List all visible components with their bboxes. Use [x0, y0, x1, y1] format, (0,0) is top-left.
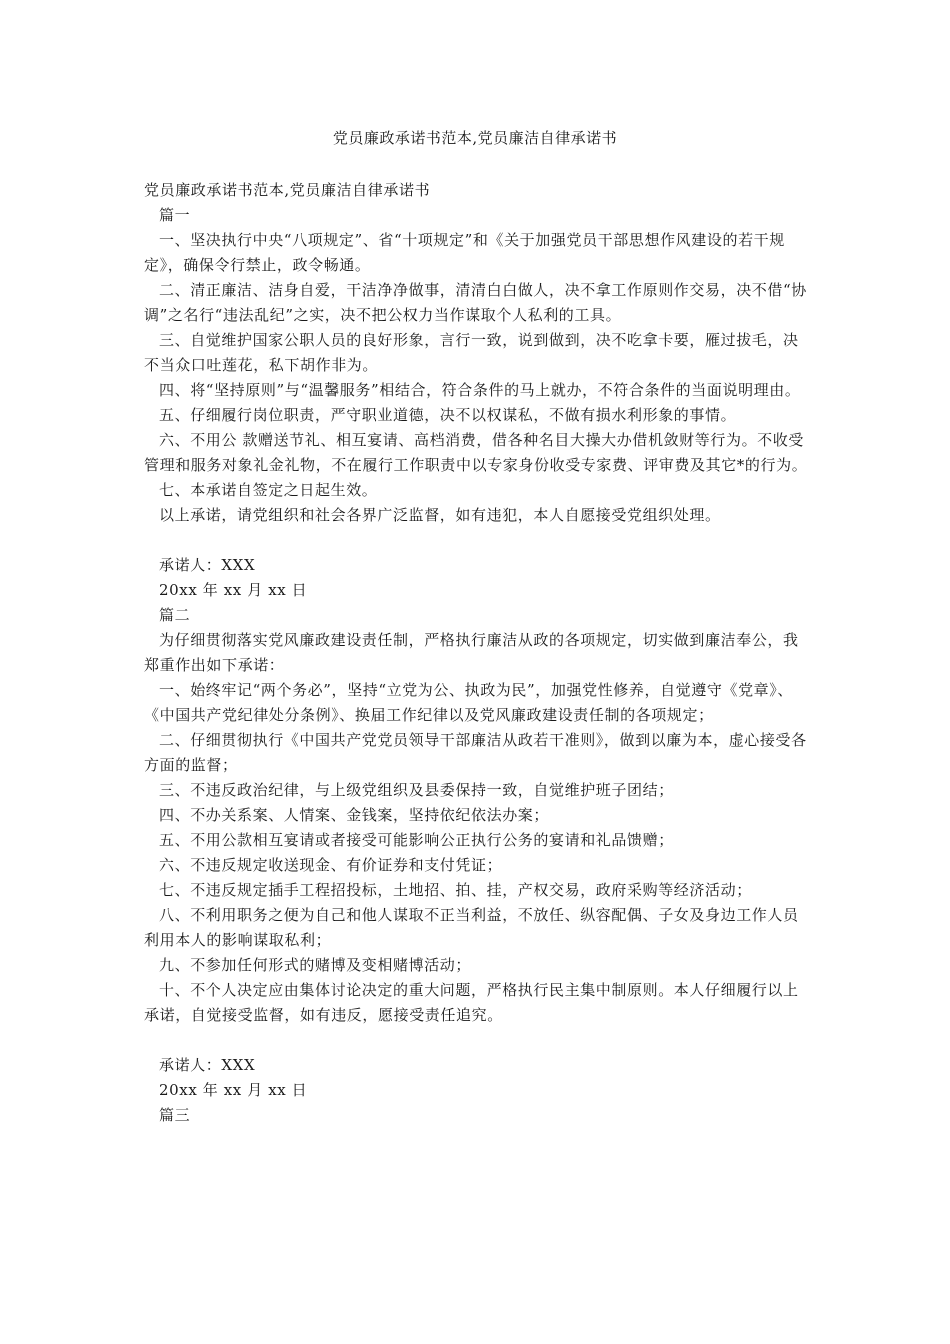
- paragraph: 十、不个人决定应由集体讨论决定的重大问题，严格执行民主集中制原则。本人仔细履行以上承诺，自觉接受监督，如有违反，愿接受责任追究。: [144, 981, 799, 1024]
- paragraph: 七、本承诺自签定之日起生效。: [159, 481, 378, 499]
- paragraph: 以上承诺，请党组织和社会各界广泛监督，如有违犯，本人自愿接受党组织处理。: [159, 506, 721, 524]
- document-heading: 党员廉政承诺书范本,党员廉洁自律承诺书: [144, 181, 431, 199]
- paragraph: 三、不违反政治纪律，与上级党组织及县委保持一致，自觉维护班子团结；: [159, 781, 674, 799]
- paragraph: 八、不利用职务之便为自己和他人谋取不正当利益，不放任、纵容配偶、子女及身边工作人员利用本人的影响谋取私利；: [144, 906, 799, 949]
- paragraph: 九、不参加任何形式的赌博及变相赌博活动；: [159, 956, 472, 974]
- paragraph: 五、仔细履行岗位职责，严守职业道德，决不以权谋私，不做有损水利形象的事情。: [159, 406, 737, 424]
- paragraph: 三、自觉维护国家公职人员的良好形象，言行一致，说到做到，决不吃拿卡要，雁过拔毛，决不当众口吐莲花，私下胡作非为。: [144, 331, 799, 374]
- document-title: 党员廉政承诺书范本,党员廉洁自律承诺书: [332, 129, 618, 147]
- date-line: 20xx 年 xx 月 xx 日: [159, 581, 308, 599]
- paragraph: 四、将“坚持原则”与“温馨服务”相结合，符合条件的马上就办，不符合条件的当面说明理由。: [159, 381, 801, 399]
- paragraph: 五、不用公款相互宴请或者接受可能影响公正执行公务的宴请和礼品馈赠；: [159, 831, 674, 849]
- paragraph: 一、始终牢记“两个务必”，坚持“立党为公、执政为民”，加强党性修养，自觉遵守《党章》、《中国共产党纪律处分条例》、换届工作纪律以及党风廉政建设责任制的各项规定；: [144, 681, 793, 724]
- paragraph: 六、不用公 款赠送节礼、相互宴请、高档消费，借各种名目大操大办借机敛财等行为。不收受管理和服务对象礼金礼物，不在履行工作职责中以专家身份收受专家费、评审费及其它*的行为。: [144, 431, 808, 474]
- paragraph: 六、不违反规定收送现金、有价证券和支付凭证；: [159, 856, 503, 874]
- paragraph: 二、清正廉洁、洁身自爱，干洁净净做事，清清白白做人，决不拿工作原则作交易，决不借“协调”之名行“违法乱纪”之实，决不把公权力当作谋取个人私利的工具。: [144, 281, 807, 324]
- paragraph: 一、坚决执行中央“八项规定”、省“十项规定”和《关于加强党员干部思想作风建设的若干规定》，确保令行禁止，政令畅通。: [144, 231, 785, 274]
- date-line: 20xx 年 xx 月 xx 日: [159, 1081, 308, 1099]
- paragraph: 四、不办关系案、人情案、金钱案，坚持依纪依法办案；: [159, 806, 550, 824]
- spacer: [144, 528, 808, 553]
- section-label: 篇二: [159, 606, 191, 624]
- spacer: [144, 1028, 808, 1053]
- section-label: 篇三: [159, 1106, 191, 1124]
- document-body: [144, 178, 808, 1128]
- paragraph: 为仔细贯彻落实党风廉政建设责任制，严格执行廉洁从政的各项规定，切实做到廉洁奉公，我郑重作出如下承诺：: [144, 631, 799, 674]
- signer-line: 承诺人：XXX: [159, 556, 256, 574]
- paragraph: 二、仔细贯彻执行《中国共产党党员领导干部廉洁从政若干准则》，做到以廉为本，虚心接受各方面的监督；: [144, 731, 807, 774]
- paragraph: 七、不违反规定插手工程招投标，土地招、拍、挂，产权交易，政府采购等经济活动；: [159, 881, 752, 899]
- signer-line: 承诺人：XXX: [159, 1056, 256, 1074]
- section-label: 篇一: [159, 206, 191, 224]
